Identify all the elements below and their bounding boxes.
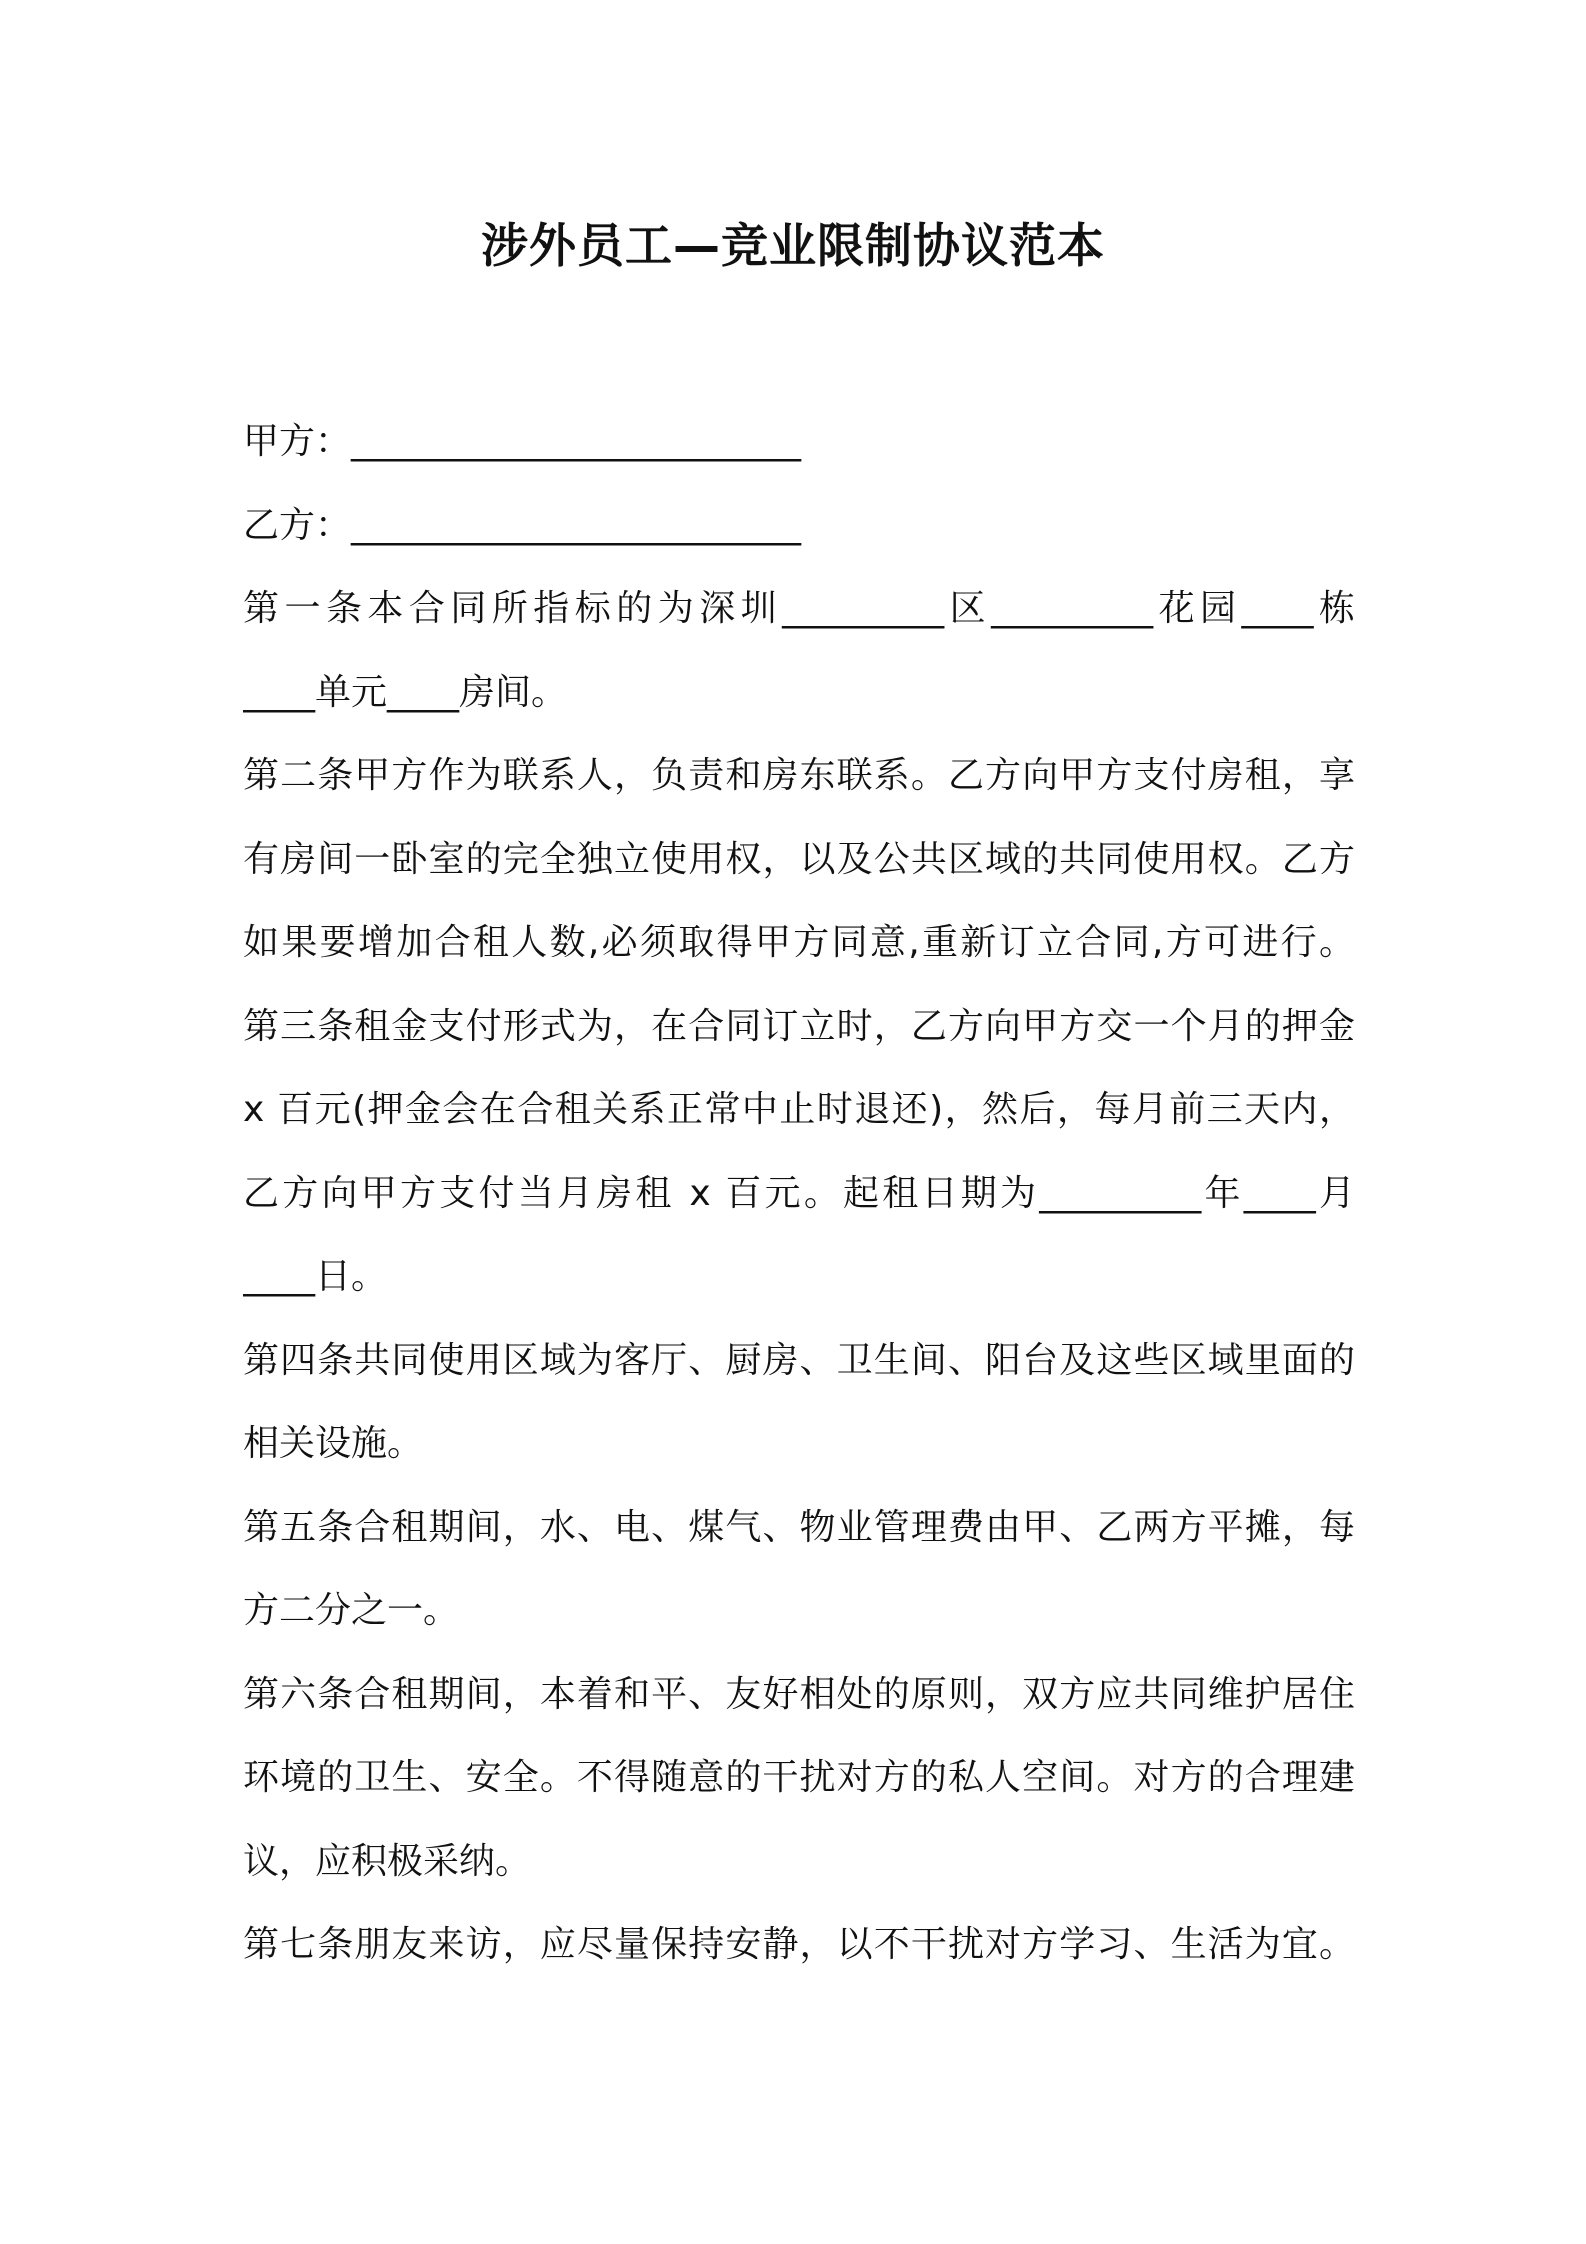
article-1-line-1: 第一条本合同所指标的为深圳_________区_________花园____栋 — [243, 588, 1355, 629]
article-3-line-2: x 百元(押金会在合租关系正常中止时退还)，然后，每月前三天内， — [243, 1089, 1355, 1130]
article-3-line-3: 乙方向甲方支付当月房租 x 百元。起租日期为_________年____月 — [243, 1172, 1355, 1214]
article-4-line-1: 第四条共同使用区域为客厅、厨房、卫生间、阳台及这些区域里面的 — [243, 1339, 1355, 1381]
article-6-line-2: 环境的卫生、安全。不得随意的干扰对方的私人空间。对方的合理建 — [243, 1757, 1355, 1798]
article-5-line-2: 方二分之一。 — [243, 1590, 460, 1631]
article-2-line-1: 第二条甲方作为联系人，负责和房东联系。乙方向甲方支付房租，享 — [243, 755, 1355, 796]
document-title: 涉外员工—竞业限制协议范本 — [481, 219, 1105, 274]
article-6-line-1: 第六条合租期间，本着和平、友好相处的原则，双方应共同维护居住 — [243, 1673, 1355, 1715]
document-body — [243, 400, 1355, 1987]
article-2-line-3: 如果要增加合租人数,必须取得甲方同意,重新订立合同,方可进行。 — [243, 922, 1355, 963]
party-a-line: 甲方：_________________________ — [243, 421, 802, 462]
article-1-line-2: ____单元____房间。 — [243, 671, 568, 713]
article-2-line-2: 有房间一卧室的完全独立使用权，以及公共区域的共同使用权。乙方 — [243, 838, 1355, 880]
party-b-line: 乙方：_________________________ — [243, 504, 802, 546]
article-3-line-4: ____日。 — [243, 1256, 388, 1297]
article-4-line-2: 相关设施。 — [243, 1423, 424, 1464]
article-6-line-3: 议，应积极采纳。 — [243, 1840, 532, 1882]
article-3-line-1: 第三条租金支付形式为，在合同订立时，乙方向甲方交一个月的押金 — [243, 1005, 1355, 1047]
article-7-line-1: 第七条朋友来访，应尽量保持安静，以不干扰对方学习、生活为宜。 — [243, 1924, 1355, 1965]
article-5-line-1: 第五条合租期间，水、电、煤气、物业管理费由甲、乙两方平摊，每 — [243, 1506, 1355, 1548]
